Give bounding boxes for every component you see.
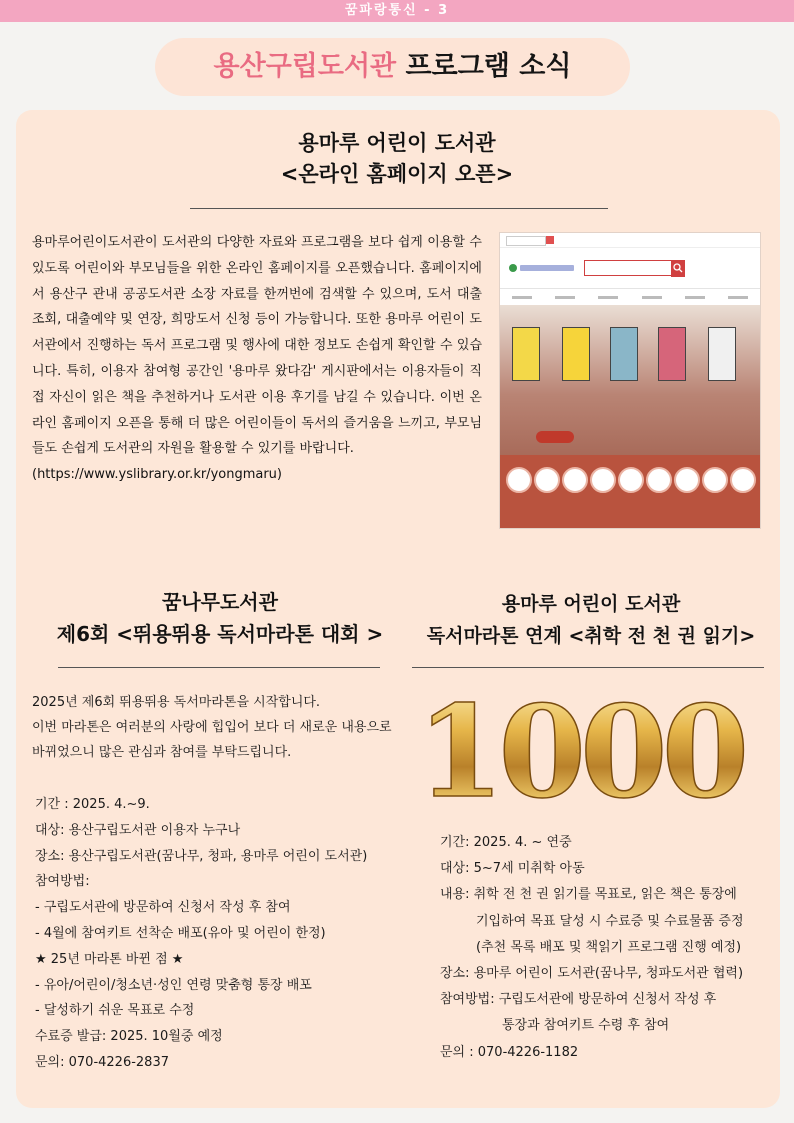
section2-left-intro (32, 690, 442, 765)
page-banner: 꿈파랑통신 - 3 (0, 0, 794, 22)
big-number-text: 1000 (416, 678, 744, 826)
detail-line: ★ 25년 마라톤 바뀐 점 ★ (35, 951, 184, 967)
logo-icon (508, 261, 578, 277)
homepage-screenshot-image (499, 232, 761, 529)
search-icon (671, 260, 685, 277)
detail-line: 문의 : 070-4226-1182 (440, 1044, 579, 1060)
detail-line: - 4월에 참여키트 선착순 배포(유아 및 어린이 한정) (35, 925, 326, 941)
section1-url: (https://www.yslibrary.or.kr/yongmaru) (32, 467, 282, 483)
section1-title (0, 128, 794, 190)
detail-line: 장소: 용마루 어린이 도서관(꿈나무, 청파도서관 협력) (440, 966, 744, 982)
section2-left-title-line1: 꿈나무도서관 (162, 590, 278, 614)
section1-title-line2: <온라인 홈페이지 오픈> (280, 162, 514, 186)
intro-line: 2025년 제6회 뛰용뛰용 독서마라톤을 시작합니다. (32, 695, 321, 710)
detail-line: - 유아/어린이/청소년·성인 연령 맞춤형 통장 배포 (35, 977, 312, 993)
section2-left-divider (58, 667, 380, 668)
intro-line: 바뀌었으니 많은 관심과 참여를 부탁드립니다. (32, 745, 292, 760)
detail-line: 참여방법: (35, 874, 90, 890)
section2-right-title-line1: 용마루 어린이 도서관 (501, 593, 681, 615)
big-number-1000 (416, 678, 744, 826)
detail-line: - 구립도서관에 방문하여 신청서 작성 후 참여 (35, 900, 291, 916)
intro-line: 이번 마라톤은 여러분의 사랑에 힙입어 보다 더 새로운 내용으로 (32, 720, 392, 735)
section2-left-title (0, 586, 440, 650)
section2-right-title (406, 588, 776, 652)
title-highlight: 용산구립도서관 (213, 51, 397, 82)
section2-left-details (35, 792, 435, 1076)
title-rest: 프로그램 소식 (405, 51, 572, 82)
detail-line: 장소: 용산구립도서관(꿈나무, 청파, 용마루 어린이 도서관) (35, 848, 368, 864)
section1-title-line1: 용마루 어린이 도서관 (298, 131, 496, 155)
detail-line: 기간 : 2025. 4.~9. (35, 797, 150, 812)
detail-line: 참여방법: 구립도서관에 방문하여 신청서 작성 후 (440, 992, 717, 1008)
detail-line: - 달성하기 쉬운 목표로 수정 (35, 1003, 195, 1019)
section2-right-divider (412, 667, 764, 668)
detail-line: 문의: 070-4226-2837 (35, 1054, 169, 1070)
section1-body (32, 230, 482, 488)
detail-line: 기간: 2025. 4. ~ 연중 (440, 835, 572, 850)
page-title (155, 38, 630, 96)
detail-line: 내용: 취학 전 천 권 읽기를 목표로, 읽은 책은 통장에 (440, 887, 737, 903)
detail-line: 대상: 5~7세 미취학 아동 (440, 861, 585, 877)
section1-body-text: 용마루어린이도서관이 도서관의 다양한 자료와 프로그램을 보다 쉽게 이용할 수 있도록 어린이와 부모님들을 위한 온라인 홈페이지를 오픈했습니다. 홈페이지에서 용산구 관내 공공도서관 소장 자료를 한꺼번에 검색할 수 있으며, 도서 대출 조회, 대출예약 및 연장, 희망도서 신청 등이 가능합니다. 또한 용마루 어린이 도서관에서 진행하는 독서 프로그램 및 행사에 대한 정보도 손쉽게 확인할 수 있습니다. 특히, 이용자 참여형 공간인 '용마루 왔다감' 게시판에서는 이용자들이 직접 자신이 읽은 책을 추천하거나 도서관 이용 후기를 남길 수 있습니다. 이번 온라인 홈페이지 오픈을 통해 더 많은 어린이들이 독서의 즐거움을 느끼고, 부모님들도 손쉽게 도서관의 자원을 활용할 수 있기를 바랍니다. (32, 235, 482, 457)
detail-line: 통장과 참여키트 수령 후 참여 (502, 1018, 670, 1034)
section2-left-title-line2: 제6회 <뛰용뛰용 독서마라톤 대회 > (56, 622, 384, 646)
detail-line: (추천 목록 배포 및 책읽기 프로그램 진행 예정) (476, 939, 742, 955)
detail-line: 대상: 용산구립도서관 이용자 누구나 (35, 822, 241, 838)
detail-line: 수료증 발급: 2025. 10월중 예정 (35, 1029, 223, 1045)
detail-line: 기입하여 목표 달성 시 수료증 및 수료물품 증정 (476, 913, 744, 929)
section2-right-details (440, 830, 780, 1066)
section1-divider (190, 208, 608, 209)
section2-right-title-line2: 독서마라톤 연계 <취학 전 천 권 읽기> (426, 625, 756, 647)
